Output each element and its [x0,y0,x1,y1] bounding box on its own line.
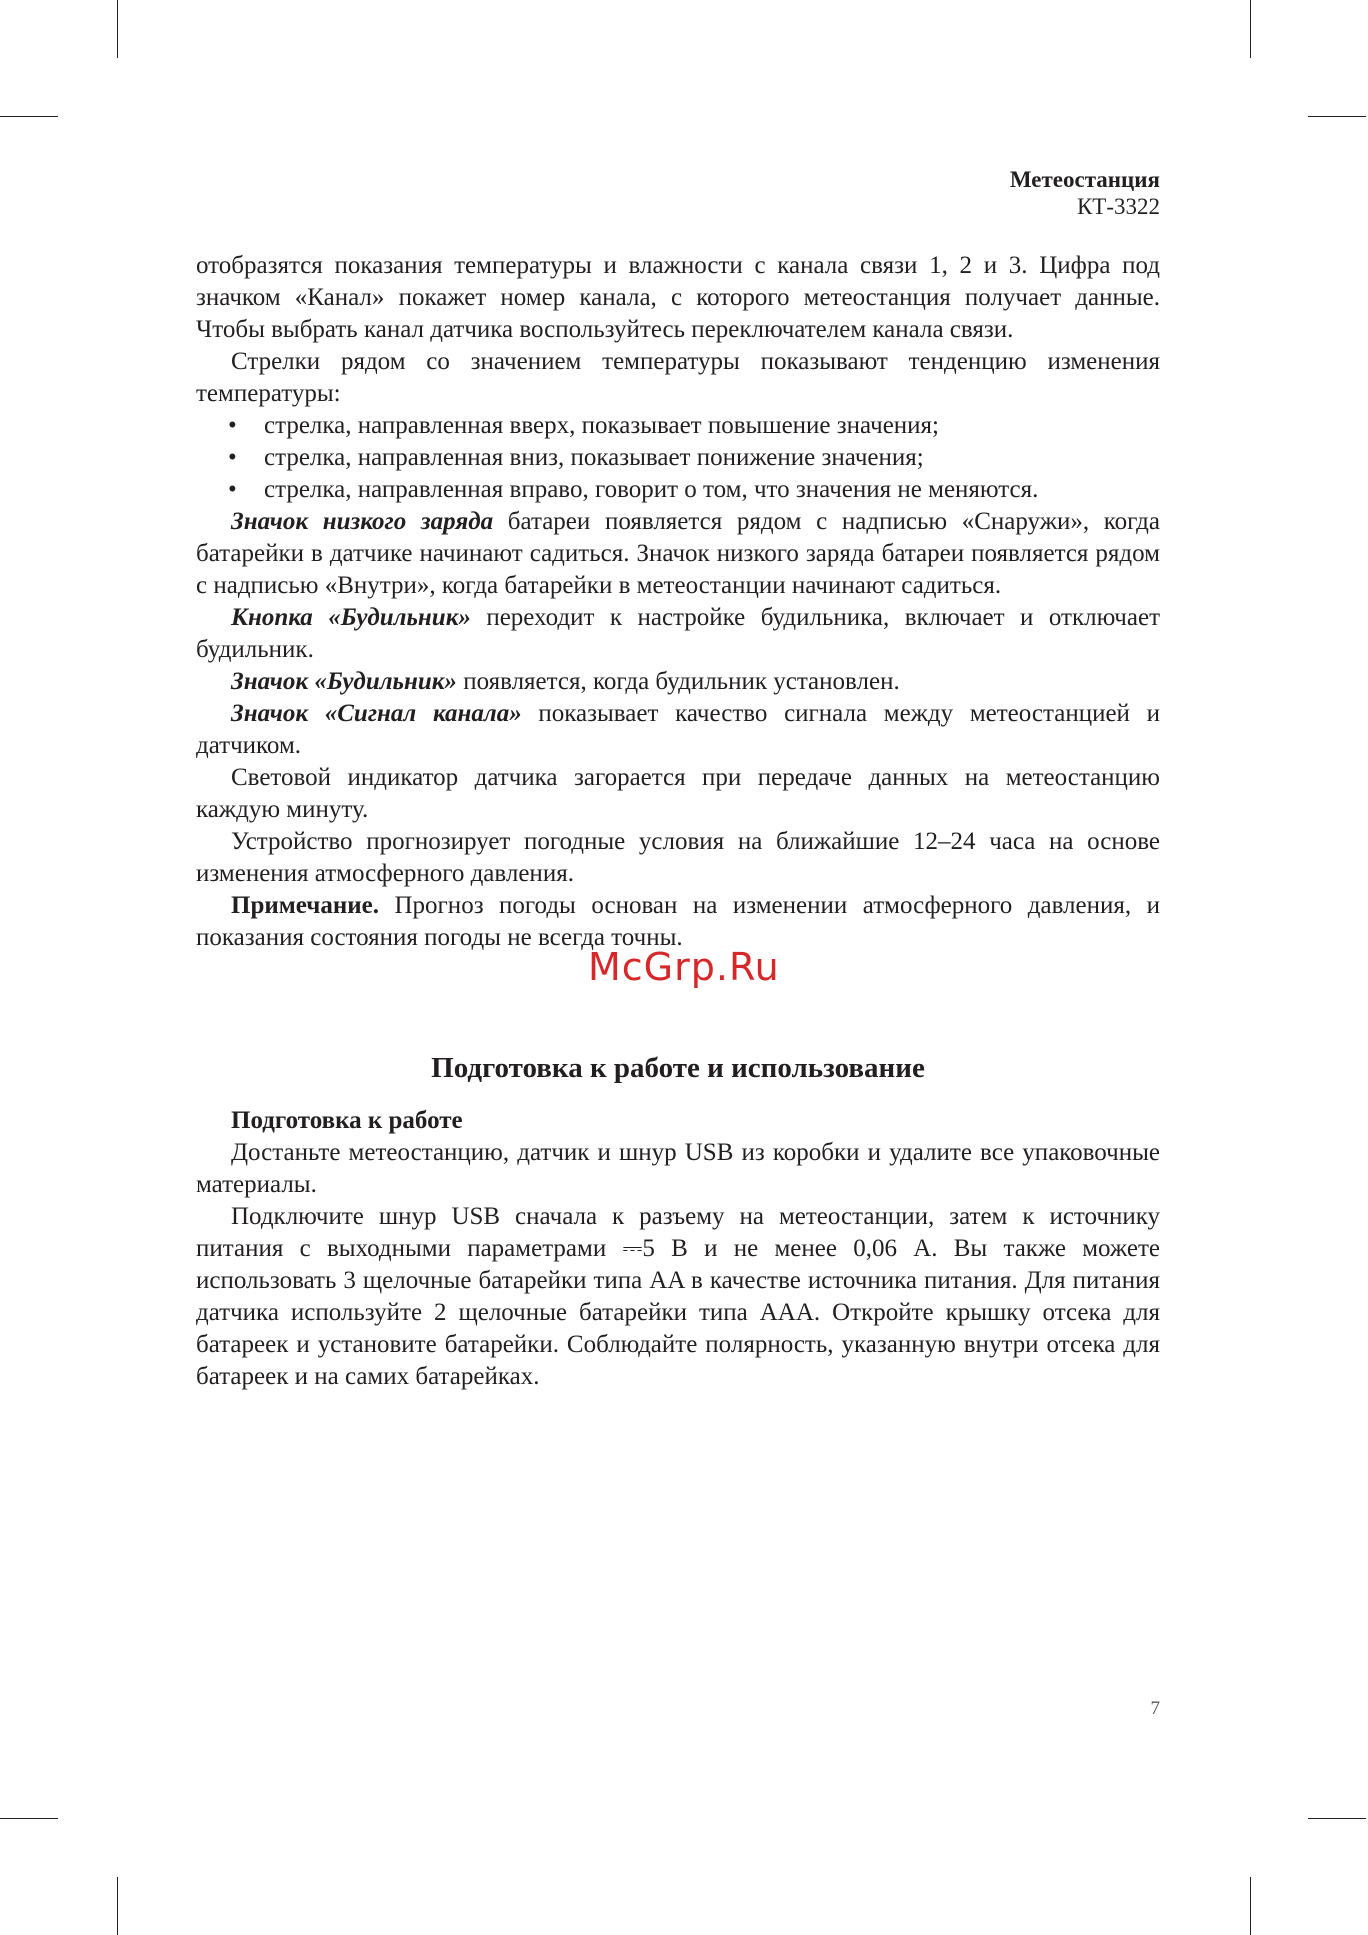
paragraph [196,698,1160,762]
page-content [196,250,1160,1393]
paragraph: отобразятся показания температуры и влажности с канала связи 1, 2 и 3. Цифра под значком «Канал» покажет номер канала, с которого метеостанция получает данные. Чтобы выбрать канал датчика воспользуйтесь переключателем канала связи. [196,252,1160,343]
crop-mark [0,116,58,117]
subsection-title: Подготовка к работе [231,1107,463,1134]
list-item-text: стрелка, направленная вверх, показывает повышение значения; [264,412,939,439]
crop-mark [1250,0,1251,58]
list-item [196,474,1160,506]
bullet-icon: • [228,476,237,503]
crop-mark [0,1818,58,1819]
term: Значок низкого заряда [231,508,494,535]
list-item [196,410,1160,442]
header-model: КТ-3322 [1076,194,1160,219]
paragraph-text: переходит к настройке будильника, включает и отключает будильник. [196,604,1160,663]
list-item-text: стрелка, направленная вправо, говорит о том, что значения не меняются. [264,476,1039,503]
paragraph-text: показывает качество сигнала между метеостанцией и датчиком. [196,700,1160,759]
bullet-icon: • [228,444,237,471]
note-label: Примечание. [231,892,380,919]
list-item-text: стрелка, направленная вниз, показывает понижение значения; [264,444,924,471]
running-header [1010,166,1160,220]
bullet-icon: • [228,412,237,439]
paragraph [196,506,1160,602]
paragraph [196,602,1160,666]
paragraph [196,666,1160,698]
page-number: 7 [1150,1698,1160,1719]
crop-mark [1308,116,1366,117]
header-brand: Метеостанция [1009,167,1160,192]
paragraph: Световой индикатор датчика загорается при передаче данных на метеостанцию каждую минуту. [196,764,1160,823]
term: Значок «Сигнал канала» [231,700,522,727]
paragraph-text: Прогноз погоды основан на изменении атмосферного давления, и показания состояния погоды не всегда точны. [196,892,1160,951]
bullet-list [196,410,1160,506]
paragraph: Подключите шнур USB сначала к разъему на метеостанции, затем к источнику питания с выходными параметрами ⎓5 В и не менее 0,06 А. Вы также можете использовать 3 щелочные батарейки типа AA в качестве источника питания. Для питания датчика используйте 2 щелочные батарейки типа AAA. Откройте крышку отсека для батареек и установите батарейки. Соблюдайте полярность, указанную внутри отсека для батареек и на самих батарейках. [196,1203,1160,1390]
crop-mark [117,1877,118,1935]
paragraph: Достаньте метеостанцию, датчик и шнур USB из коробки и удалите все упаковочные материалы. [196,1139,1160,1198]
crop-mark [117,0,118,58]
paragraph: Стрелки рядом со значением температуры показывают тенденцию изменения температуры: [196,348,1160,407]
list-item [196,442,1160,474]
watermark: McGrp.Ru [588,945,780,989]
paragraph-text: батареи появляется рядом с надписью «Снаружи», когда батарейки в датчике начинают садиться. Значок низкого заряда батареи появляется рядом с надписью «Внутри», когда батарейки в метеостанции начинают садиться. [196,508,1160,599]
crop-mark [1250,1877,1251,1935]
section-title: Подготовка к работе и использование [431,1052,925,1084]
term: Кнопка «Будильник» [231,604,471,631]
paragraph-text: появляется, когда будильник установлен. [456,668,900,695]
crop-mark [1308,1818,1366,1819]
term: Значок «Будильник» [231,668,457,695]
paragraph: Устройство прогнозирует погодные условия на ближайшие 12–24 часа на основе изменения атмосферного давления. [196,828,1160,887]
